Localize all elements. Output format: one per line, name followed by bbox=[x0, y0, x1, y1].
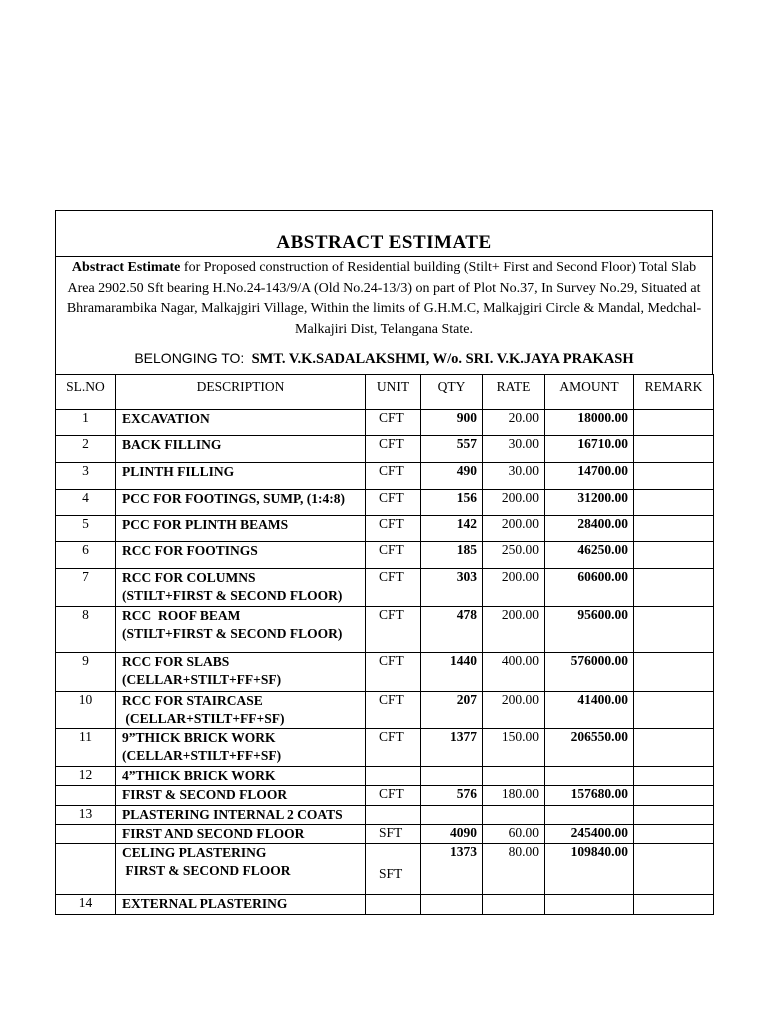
cell-unit: CFT bbox=[366, 569, 421, 607]
table-row bbox=[56, 410, 714, 436]
cell-slno: 1 bbox=[56, 410, 116, 436]
cell-slno bbox=[56, 786, 116, 806]
cell-description bbox=[116, 806, 366, 825]
cell-remark bbox=[634, 806, 714, 825]
cell-rate: 150.00 bbox=[483, 729, 545, 767]
cell-unit: CFT bbox=[366, 410, 421, 436]
table-header-row bbox=[56, 375, 714, 410]
cell-amount: 245400.00 bbox=[545, 825, 634, 844]
cell-slno: 12 bbox=[56, 767, 116, 786]
cell-amount bbox=[545, 767, 634, 786]
cell-slno bbox=[56, 825, 116, 844]
description-line: PLINTH FILLING bbox=[122, 464, 235, 479]
cell-slno: 5 bbox=[56, 516, 116, 542]
cell-qty bbox=[421, 806, 483, 825]
table-row bbox=[56, 490, 714, 516]
estimate-document bbox=[55, 210, 713, 915]
description-line: (CELLAR+STILT+FF+SF) bbox=[122, 672, 282, 687]
belonging-line bbox=[56, 350, 712, 374]
cell-rate: 20.00 bbox=[483, 410, 545, 436]
column-header-amount: AMOUNT bbox=[545, 375, 634, 410]
cell-rate: 200.00 bbox=[483, 569, 545, 607]
cell-remark bbox=[634, 844, 714, 895]
cell-amount: 95600.00 bbox=[545, 607, 634, 653]
description-line: EXCAVATION bbox=[122, 411, 210, 426]
description-line: (CELLAR+STILT+FF+SF) bbox=[122, 711, 285, 726]
cell-rate: 80.00 bbox=[483, 844, 545, 895]
cell-rate: 60.00 bbox=[483, 825, 545, 844]
table-row bbox=[56, 729, 714, 767]
cell-unit bbox=[366, 895, 421, 915]
cell-remark bbox=[634, 786, 714, 806]
cell-amount: 31200.00 bbox=[545, 490, 634, 516]
cell-remark bbox=[634, 767, 714, 786]
cell-qty: 1377 bbox=[421, 729, 483, 767]
table-body bbox=[56, 410, 714, 915]
cell-unit bbox=[366, 806, 421, 825]
cell-remark bbox=[634, 410, 714, 436]
cell-remark bbox=[634, 653, 714, 692]
cell-rate: 200.00 bbox=[483, 607, 545, 653]
table-row bbox=[56, 569, 714, 607]
cell-unit: CFT bbox=[366, 516, 421, 542]
intro-text: for Proposed construction of Residential building (Stilt+ First and Second Floor) Total Slab Area 2902.50 Sft bearing H.No.24-143/9/A (Old No.24-13/3) on part of Plot No.37, In Survey No.29, Situated at Bhramarambika Nagar, Malkajgiri Village, Within the limits of G.H.M.C, Malkajgiri Circle & Mandal, Medchal-Malkajiri Dist, Telangana State. bbox=[66, 260, 702, 337]
cell-description bbox=[116, 436, 366, 463]
cell-description bbox=[116, 542, 366, 569]
cell-amount: 109840.00 bbox=[545, 844, 634, 895]
cell-description bbox=[116, 569, 366, 607]
cell-slno: 2 bbox=[56, 436, 116, 463]
cell-rate: 250.00 bbox=[483, 542, 545, 569]
description-line: RCC FOR COLUMNS bbox=[122, 570, 256, 585]
cell-unit: CFT bbox=[366, 436, 421, 463]
cell-qty bbox=[421, 895, 483, 915]
description-line: RCC FOR FOOTINGS bbox=[122, 543, 258, 558]
cell-remark bbox=[634, 895, 714, 915]
description-line: (CELLAR+STILT+FF+SF) bbox=[122, 748, 282, 763]
cell-remark bbox=[634, 490, 714, 516]
cell-slno: 10 bbox=[56, 692, 116, 729]
cell-unit: CFT bbox=[366, 653, 421, 692]
cell-unit: SFT bbox=[366, 844, 421, 895]
cell-amount bbox=[545, 895, 634, 915]
description-line: EXTERNAL PLASTERING bbox=[122, 896, 288, 911]
cell-unit bbox=[366, 767, 421, 786]
cell-qty bbox=[421, 767, 483, 786]
description-line: BACK FILLING bbox=[122, 437, 222, 452]
table-row bbox=[56, 786, 714, 806]
cell-amount: 41400.00 bbox=[545, 692, 634, 729]
column-header-slno: SL.NO bbox=[56, 375, 116, 410]
description-line: PCC FOR PLINTH BEAMS bbox=[122, 517, 289, 532]
estimate-table bbox=[55, 374, 714, 915]
cell-description bbox=[116, 692, 366, 729]
description-line: PCC FOR FOOTINGS, SUMP, (1:4:8) bbox=[122, 491, 345, 506]
description-line: FIRST AND SECOND FLOOR bbox=[122, 826, 305, 841]
table-row bbox=[56, 607, 714, 653]
column-header-rate: RATE bbox=[483, 375, 545, 410]
description-line: FIRST & SECOND FLOOR bbox=[122, 863, 291, 878]
table-row bbox=[56, 806, 714, 825]
cell-qty: 557 bbox=[421, 436, 483, 463]
owner-name: SMT. V.K.SADALAKSHMI, W/o. SRI. V.K.JAYA PRAKASH bbox=[251, 351, 634, 367]
table-row bbox=[56, 653, 714, 692]
cell-slno: 3 bbox=[56, 463, 116, 490]
cell-description bbox=[116, 895, 366, 915]
belonging-label: BELONGING TO: bbox=[134, 350, 245, 366]
description-line: (STILT+FIRST & SECOND FLOOR) bbox=[122, 588, 343, 603]
cell-unit: SFT bbox=[366, 825, 421, 844]
column-header-unit: UNIT bbox=[366, 375, 421, 410]
cell-slno: 11 bbox=[56, 729, 116, 767]
column-header-qty: QTY bbox=[421, 375, 483, 410]
cell-description bbox=[116, 410, 366, 436]
cell-description bbox=[116, 844, 366, 895]
cell-unit: CFT bbox=[366, 490, 421, 516]
column-header-description: DESCRIPTION bbox=[116, 375, 366, 410]
cell-remark bbox=[634, 542, 714, 569]
cell-amount: 14700.00 bbox=[545, 463, 634, 490]
cell-amount: 18000.00 bbox=[545, 410, 634, 436]
cell-amount: 28400.00 bbox=[545, 516, 634, 542]
cell-slno: 9 bbox=[56, 653, 116, 692]
cell-qty: 1373 bbox=[421, 844, 483, 895]
table-row bbox=[56, 844, 714, 895]
cell-remark bbox=[634, 436, 714, 463]
cell-unit: CFT bbox=[366, 463, 421, 490]
cell-description bbox=[116, 490, 366, 516]
cell-amount bbox=[545, 806, 634, 825]
cell-slno: 7 bbox=[56, 569, 116, 607]
table-row bbox=[56, 463, 714, 490]
cell-description bbox=[116, 607, 366, 653]
cell-remark bbox=[634, 692, 714, 729]
cell-rate bbox=[483, 767, 545, 786]
cell-description bbox=[116, 463, 366, 490]
description-line: 4”THICK BRICK WORK bbox=[122, 768, 276, 783]
cell-amount: 157680.00 bbox=[545, 786, 634, 806]
table-row bbox=[56, 542, 714, 569]
cell-qty: 4090 bbox=[421, 825, 483, 844]
description-line: PLASTERING INTERNAL 2 COATS bbox=[122, 807, 343, 822]
cell-remark bbox=[634, 607, 714, 653]
cell-remark bbox=[634, 825, 714, 844]
cell-rate: 180.00 bbox=[483, 786, 545, 806]
cell-description bbox=[116, 786, 366, 806]
description-line: (STILT+FIRST & SECOND FLOOR) bbox=[122, 626, 343, 641]
page-title: ABSTRACT ESTIMATE bbox=[56, 211, 712, 257]
cell-rate: 200.00 bbox=[483, 692, 545, 729]
description-line: RCC ROOF BEAM bbox=[122, 608, 241, 623]
cell-rate bbox=[483, 806, 545, 825]
cell-qty: 207 bbox=[421, 692, 483, 729]
table-row bbox=[56, 692, 714, 729]
table-row bbox=[56, 436, 714, 463]
cell-unit: CFT bbox=[366, 542, 421, 569]
cell-description bbox=[116, 516, 366, 542]
cell-slno bbox=[56, 844, 116, 895]
cell-unit: CFT bbox=[366, 607, 421, 653]
table-row bbox=[56, 825, 714, 844]
cell-qty: 1440 bbox=[421, 653, 483, 692]
cell-remark bbox=[634, 729, 714, 767]
cell-description bbox=[116, 729, 366, 767]
cell-qty: 478 bbox=[421, 607, 483, 653]
cell-qty: 142 bbox=[421, 516, 483, 542]
cell-unit: CFT bbox=[366, 692, 421, 729]
cell-description bbox=[116, 653, 366, 692]
cell-remark bbox=[634, 463, 714, 490]
cell-slno: 8 bbox=[56, 607, 116, 653]
description-line: RCC FOR STAIRCASE bbox=[122, 693, 263, 708]
cell-qty: 185 bbox=[421, 542, 483, 569]
table-row bbox=[56, 516, 714, 542]
table-row bbox=[56, 895, 714, 915]
cell-amount: 16710.00 bbox=[545, 436, 634, 463]
description-line: RCC FOR SLABS bbox=[122, 654, 230, 669]
cell-rate: 200.00 bbox=[483, 516, 545, 542]
cell-amount: 576000.00 bbox=[545, 653, 634, 692]
cell-unit: CFT bbox=[366, 729, 421, 767]
cell-description bbox=[116, 767, 366, 786]
cell-slno: 13 bbox=[56, 806, 116, 825]
intro-paragraph bbox=[56, 257, 712, 340]
description-line: CELING PLASTERING bbox=[122, 845, 267, 860]
cell-unit: CFT bbox=[366, 786, 421, 806]
cell-rate: 400.00 bbox=[483, 653, 545, 692]
estimate-header bbox=[55, 210, 713, 374]
cell-amount: 46250.00 bbox=[545, 542, 634, 569]
cell-amount: 206550.00 bbox=[545, 729, 634, 767]
description-line: 9”THICK BRICK WORK bbox=[122, 730, 276, 745]
column-header-remark: REMARK bbox=[634, 375, 714, 410]
cell-qty: 156 bbox=[421, 490, 483, 516]
cell-slno: 4 bbox=[56, 490, 116, 516]
cell-description bbox=[116, 825, 366, 844]
description-line: FIRST & SECOND FLOOR bbox=[122, 787, 288, 802]
cell-qty: 900 bbox=[421, 410, 483, 436]
cell-qty: 490 bbox=[421, 463, 483, 490]
cell-qty: 303 bbox=[421, 569, 483, 607]
cell-amount: 60600.00 bbox=[545, 569, 634, 607]
intro-lead: Abstract Estimate bbox=[71, 260, 181, 275]
cell-remark bbox=[634, 516, 714, 542]
cell-rate: 30.00 bbox=[483, 463, 545, 490]
cell-remark bbox=[634, 569, 714, 607]
cell-rate: 30.00 bbox=[483, 436, 545, 463]
cell-slno: 6 bbox=[56, 542, 116, 569]
cell-qty: 576 bbox=[421, 786, 483, 806]
table-row bbox=[56, 767, 714, 786]
cell-rate bbox=[483, 895, 545, 915]
cell-rate: 200.00 bbox=[483, 490, 545, 516]
cell-slno: 14 bbox=[56, 895, 116, 915]
